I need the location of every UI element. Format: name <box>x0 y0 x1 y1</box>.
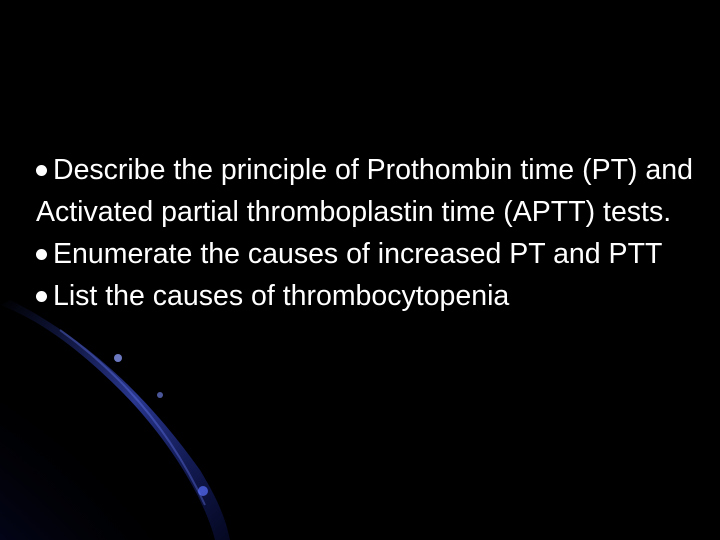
bullet-text: List the causes of thrombocytopenia <box>53 280 510 312</box>
bullet-text: Describe the principle of Prothombin time (PT) and Activated partial thromboplastin time (APTT) tests. <box>36 154 693 228</box>
bullet-item-objective-2 <box>36 233 696 275</box>
bullet-icon <box>36 291 47 302</box>
bullet-text: Enumerate the causes of increased PT and PTT <box>53 238 663 270</box>
bullet-list <box>36 149 696 317</box>
sparkle-dot <box>157 392 163 398</box>
sparkle-dot <box>114 354 122 362</box>
bullet-item-objective-3 <box>36 275 696 317</box>
bullet-icon <box>36 165 47 176</box>
bullet-item-objective-1 <box>36 149 696 233</box>
bullet-icon <box>36 249 47 260</box>
sparkle-dot <box>198 486 208 496</box>
